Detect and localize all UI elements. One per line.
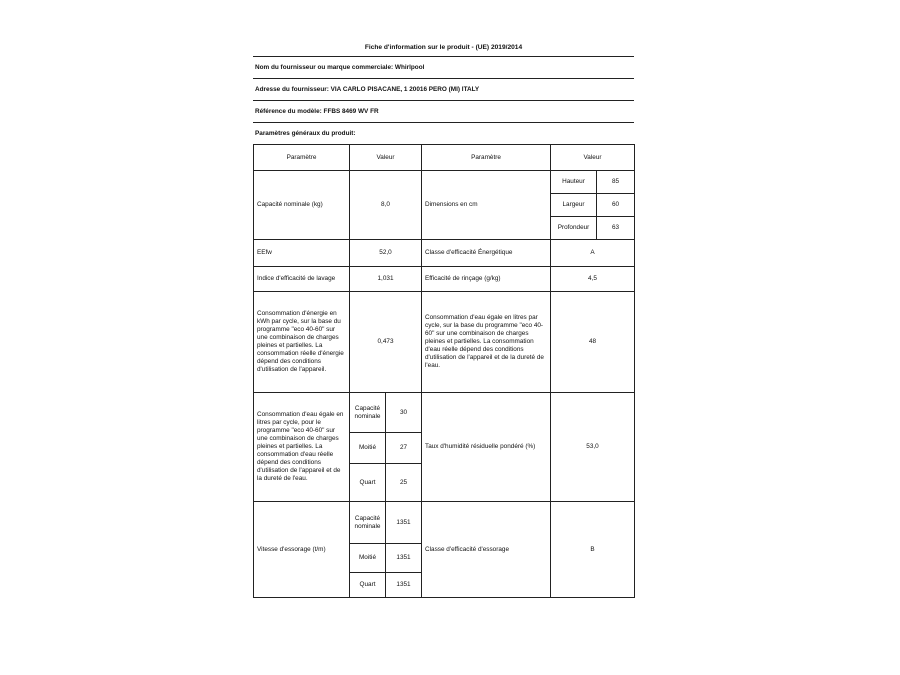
spin-quarter-value: 1351 xyxy=(386,573,422,598)
depth-label: Profondeur xyxy=(551,217,597,240)
table-row xyxy=(254,267,635,292)
washing-index-label: Indice d'efficacité de lavage xyxy=(254,267,350,292)
product-information-sheet xyxy=(253,40,634,598)
table-row xyxy=(254,171,635,194)
water-half-label: Moitié xyxy=(350,433,386,464)
water-half-value: 27 xyxy=(386,433,422,464)
water-full-value: 30 xyxy=(386,393,422,433)
height-label: Hauteur xyxy=(551,171,597,194)
model-reference: Référence du modèle: FFBS 8469 WV FR xyxy=(253,100,634,122)
energy-class-value: A xyxy=(551,240,635,267)
capacity-label: Capacité nominale (kg) xyxy=(254,171,350,240)
water-consumption-load-label: Consommation d'eau égale en litres par cycle, pour le programme "eco 40-60" sur une combinaison de charges pleines et partielles. La consommation d'eau réelle dépend des conditions d'utilisation de l'appareil et de la dureté de l'eau. xyxy=(254,393,350,502)
humidity-value: 53,0 xyxy=(551,393,635,502)
rinsing-value: 4,5 xyxy=(551,267,635,292)
water-consumption-cycle-value: 48 xyxy=(551,292,635,393)
spin-class-label: Classe d'efficacité d'essorage xyxy=(422,502,551,598)
header-row xyxy=(254,145,635,171)
header-param-right: Paramètre xyxy=(422,145,551,171)
water-full-label: Capacité nominale xyxy=(350,393,386,433)
eefw-value: 52,0 xyxy=(350,240,422,267)
water-consumption-cycle-label: Consommation d'eau égale en litres par cycle, sur la base du programme "eco 40-60" sur une combinaison de charges pleines et partielles. La consommation d'eau réelle dépend des conditions d'utilisation de l'appareil et de la dureté de l'eau. xyxy=(422,292,551,393)
spin-half-label: Moitié xyxy=(350,544,386,573)
water-quarter-label: Quart xyxy=(350,464,386,502)
spin-full-label: Capacité nominale xyxy=(350,502,386,544)
supplier-name: Nom du fournisseur ou marque commerciale: Whirlpool xyxy=(253,56,634,78)
table-row xyxy=(254,292,635,393)
energy-consumption-value: 0,473 xyxy=(350,292,422,393)
document-title: Fiche d'information sur le produit - (UE) 2019/2014 xyxy=(364,44,523,51)
capacity-value: 8,0 xyxy=(350,171,422,240)
rinsing-label: Efficacité de rinçage (g/kg) xyxy=(422,267,551,292)
width-value: 60 xyxy=(597,194,635,217)
spin-speed-label: Vitesse d'essorage (t/m) xyxy=(254,502,350,598)
header-param-left: Paramètre xyxy=(254,145,350,171)
spin-half-value: 1351 xyxy=(386,544,422,573)
water-quarter-value: 25 xyxy=(386,464,422,502)
supplier-address: Adresse du fournisseur: VIA CARLO PISACANE, 1 20016 PERO (MI) ITALY xyxy=(253,78,634,100)
eefw-label: EEfw xyxy=(254,240,350,267)
width-label: Largeur xyxy=(551,194,597,217)
table-row xyxy=(254,502,635,544)
spin-quarter-label: Quart xyxy=(350,573,386,598)
header-value-right: Valeur xyxy=(551,145,635,171)
table-row xyxy=(254,240,635,267)
parameters-table xyxy=(253,144,635,598)
washing-index-value: 1,031 xyxy=(350,267,422,292)
energy-consumption-label: Consommation d'énergie en kWh par cycle, sur la base du programme "eco 40-60" sur une combinaison de charges pleines et partielles. La consommation réelle d'énergie dépend des conditions d'utilisation de l'appareil. xyxy=(254,292,350,393)
humidity-label: Taux d'humidité résiduelle pondéré (%) xyxy=(422,393,551,502)
depth-value: 63 xyxy=(597,217,635,240)
table-row xyxy=(254,393,635,433)
spin-full-value: 1351 xyxy=(386,502,422,544)
spin-class-value: B xyxy=(551,502,635,598)
energy-class-label: Classe d'efficacité Énergétique xyxy=(422,240,551,267)
header-value-left: Valeur xyxy=(350,145,422,171)
height-value: 85 xyxy=(597,171,635,194)
general-params-heading: Paramètres généraux du produit: xyxy=(253,122,634,144)
dimensions-label: Dimensions en cm xyxy=(422,171,551,240)
